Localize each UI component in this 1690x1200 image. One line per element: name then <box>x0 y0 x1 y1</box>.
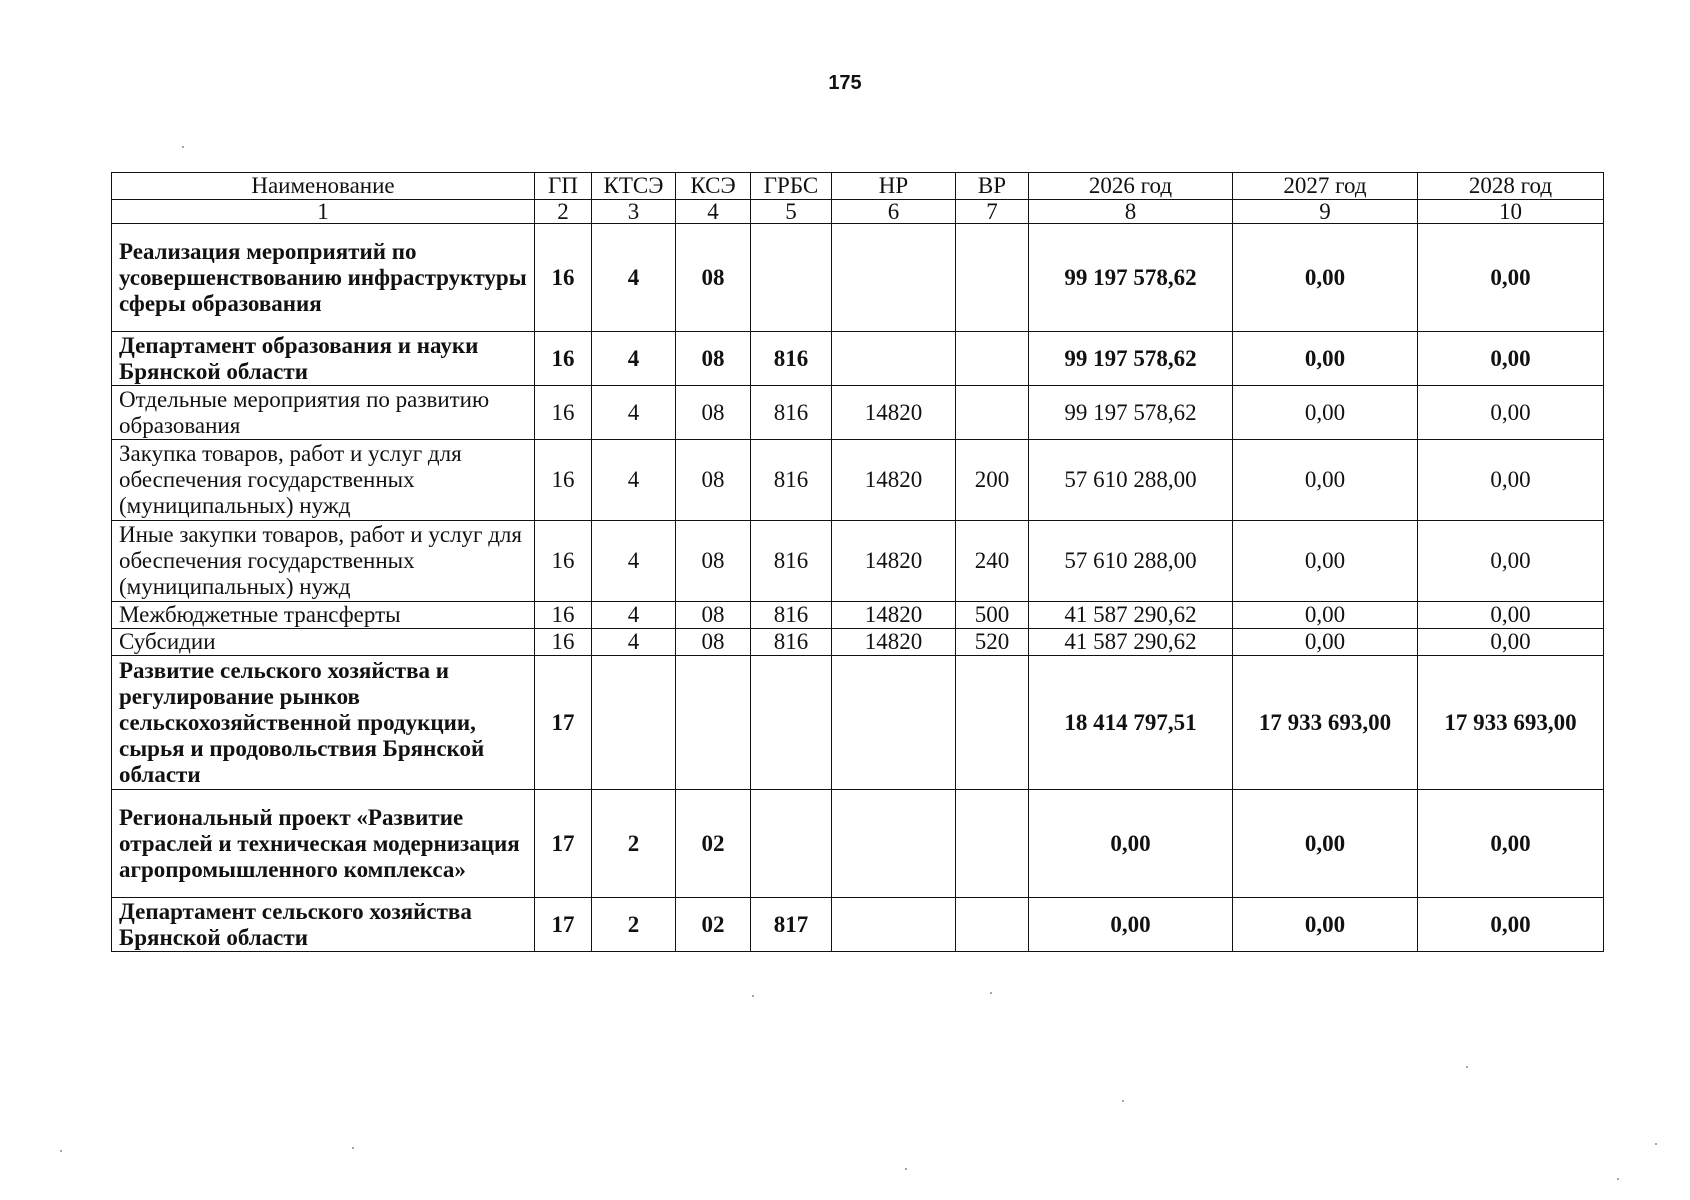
table-cell <box>751 790 832 898</box>
table-cell: 41 587 290,62 <box>1029 602 1233 629</box>
table-cell: 99 197 578,62 <box>1029 386 1233 440</box>
table-cell: 4 <box>592 629 676 656</box>
table-cell: 0,00 <box>1418 602 1604 629</box>
table-cell: 57 610 288,00 <box>1029 521 1233 602</box>
header-cell: Наименование <box>112 173 535 200</box>
table-cell: 4 <box>592 332 676 386</box>
table-cell: 08 <box>676 602 751 629</box>
table-cell: 816 <box>751 332 832 386</box>
table-row <box>112 224 1604 332</box>
table-cell: 16 <box>535 386 592 440</box>
table-cell: 0,00 <box>1233 629 1418 656</box>
header-cell: НР <box>832 173 956 200</box>
table-cell: 16 <box>535 440 592 521</box>
table-cell: 08 <box>676 440 751 521</box>
table-row <box>112 440 1604 521</box>
table-cell: 17 <box>535 656 592 790</box>
column-number-cell: 2 <box>535 200 592 224</box>
table-cell: 0,00 <box>1418 440 1604 521</box>
table-cell: 08 <box>676 386 751 440</box>
table-cell: 14820 <box>832 629 956 656</box>
header-row <box>112 173 1604 200</box>
column-number-cell: 8 <box>1029 200 1233 224</box>
table-cell: 0,00 <box>1029 790 1233 898</box>
table-cell: 0,00 <box>1418 898 1604 952</box>
table-cell <box>956 386 1029 440</box>
table-cell <box>832 224 956 332</box>
column-number-cell: 4 <box>676 200 751 224</box>
table-cell <box>956 224 1029 332</box>
header-cell: 2028 год <box>1418 173 1604 200</box>
row-name-cell: Региональный проект «Развитие отраслей и техническая модернизация агропромышленного комплекса» <box>112 790 535 898</box>
table-cell: 2 <box>592 790 676 898</box>
table-cell: 240 <box>956 521 1029 602</box>
table-cell: 17 <box>535 790 592 898</box>
table-cell: 0,00 <box>1233 898 1418 952</box>
header-cell: 2027 год <box>1233 173 1418 200</box>
row-name-cell: Отдельные мероприятия по развитию образования <box>112 386 535 440</box>
table-cell: 08 <box>676 629 751 656</box>
table-cell: 4 <box>592 440 676 521</box>
table-cell: 0,00 <box>1233 521 1418 602</box>
table-cell: 0,00 <box>1233 224 1418 332</box>
table-row <box>112 602 1604 629</box>
table-cell: 816 <box>751 602 832 629</box>
table-row <box>112 629 1604 656</box>
table-cell: 0,00 <box>1029 898 1233 952</box>
table-cell <box>832 656 956 790</box>
header-cell: 2026 год <box>1029 173 1233 200</box>
table-cell: 0,00 <box>1418 790 1604 898</box>
header-cell: ГП <box>535 173 592 200</box>
row-name-cell: Межбюджетные трансферты <box>112 602 535 629</box>
table-cell <box>832 898 956 952</box>
column-number-cell: 10 <box>1418 200 1604 224</box>
row-name-cell: Закупка товаров, работ и услуг для обеспечения государственных (муниципальных) нужд <box>112 440 535 521</box>
row-name-cell: Департамент образования и науки Брянской области <box>112 332 535 386</box>
table-cell: 817 <box>751 898 832 952</box>
table-cell: 14820 <box>832 386 956 440</box>
table-cell: 4 <box>592 602 676 629</box>
table-cell: 16 <box>535 521 592 602</box>
table-cell: 4 <box>592 386 676 440</box>
table-cell: 0,00 <box>1233 790 1418 898</box>
column-number-cell: 5 <box>751 200 832 224</box>
table-cell: 816 <box>751 386 832 440</box>
row-name-cell: Иные закупки товаров, работ и услуг для обеспечения государственных (муниципальных) нужд <box>112 521 535 602</box>
table-cell: 14820 <box>832 602 956 629</box>
page-number: 175 <box>828 72 862 94</box>
header-cell: ВР <box>956 173 1029 200</box>
table-cell: 0,00 <box>1418 629 1604 656</box>
table-cell: 16 <box>535 602 592 629</box>
table-cell: 02 <box>676 790 751 898</box>
table-cell: 816 <box>751 629 832 656</box>
table-cell: 816 <box>751 521 832 602</box>
table-cell <box>751 224 832 332</box>
table-cell <box>956 332 1029 386</box>
table-row <box>112 332 1604 386</box>
table-row <box>112 521 1604 602</box>
table-cell: 0,00 <box>1233 332 1418 386</box>
table-cell: 500 <box>956 602 1029 629</box>
header-cell: КСЭ <box>676 173 751 200</box>
row-name-cell: Развитие сельского хозяйства и регулирование рынков сельскохозяйственной продукции, сырья и продовольствия Брянской области <box>112 656 535 790</box>
table-cell: 41 587 290,62 <box>1029 629 1233 656</box>
table-cell: 17 933 693,00 <box>1418 656 1604 790</box>
table-cell: 99 197 578,62 <box>1029 224 1233 332</box>
table-cell: 99 197 578,62 <box>1029 332 1233 386</box>
table-cell <box>592 656 676 790</box>
table-row <box>112 656 1604 790</box>
table-cell: 17 933 693,00 <box>1233 656 1418 790</box>
table-cell: 816 <box>751 440 832 521</box>
table-cell: 14820 <box>832 521 956 602</box>
table-cell: 200 <box>956 440 1029 521</box>
table-cell: 14820 <box>832 440 956 521</box>
table-cell <box>832 790 956 898</box>
table-cell: 08 <box>676 224 751 332</box>
table-cell: 2 <box>592 898 676 952</box>
table-cell: 0,00 <box>1418 386 1604 440</box>
column-number-cell: 1 <box>112 200 535 224</box>
table-cell: 08 <box>676 521 751 602</box>
table-cell: 18 414 797,51 <box>1029 656 1233 790</box>
table-cell: 57 610 288,00 <box>1029 440 1233 521</box>
table-cell: 16 <box>535 629 592 656</box>
header-cell: КТСЭ <box>592 173 676 200</box>
table-cell: 17 <box>535 898 592 952</box>
table-cell: 0,00 <box>1418 224 1604 332</box>
header-cell: ГРБС <box>751 173 832 200</box>
row-name-cell: Департамент сельского хозяйства Брянской области <box>112 898 535 952</box>
table-cell: 16 <box>535 332 592 386</box>
table-cell: 02 <box>676 898 751 952</box>
table-cell: 520 <box>956 629 1029 656</box>
table-cell: 16 <box>535 224 592 332</box>
column-number-row <box>112 200 1604 224</box>
row-name-cell: Субсидии <box>112 629 535 656</box>
table-cell <box>751 656 832 790</box>
table-cell <box>832 332 956 386</box>
column-number-cell: 6 <box>832 200 956 224</box>
budget-table <box>111 172 1604 952</box>
table-cell: 0,00 <box>1418 521 1604 602</box>
table-cell: 0,00 <box>1233 386 1418 440</box>
table-cell: 0,00 <box>1233 440 1418 521</box>
table-cell <box>956 790 1029 898</box>
table-row <box>112 386 1604 440</box>
column-number-cell: 3 <box>592 200 676 224</box>
table-cell <box>956 656 1029 790</box>
table-cell: 4 <box>592 521 676 602</box>
table-cell <box>956 898 1029 952</box>
table-cell: 0,00 <box>1233 602 1418 629</box>
table-cell: 4 <box>592 224 676 332</box>
column-number-cell: 7 <box>956 200 1029 224</box>
table-row <box>112 898 1604 952</box>
table-cell <box>676 656 751 790</box>
table-cell: 0,00 <box>1418 332 1604 386</box>
table-cell: 08 <box>676 332 751 386</box>
table-row <box>112 790 1604 898</box>
row-name-cell: Реализация мероприятий по усовершенствованию инфраструктуры сферы образования <box>112 224 535 332</box>
column-number-cell: 9 <box>1233 200 1418 224</box>
